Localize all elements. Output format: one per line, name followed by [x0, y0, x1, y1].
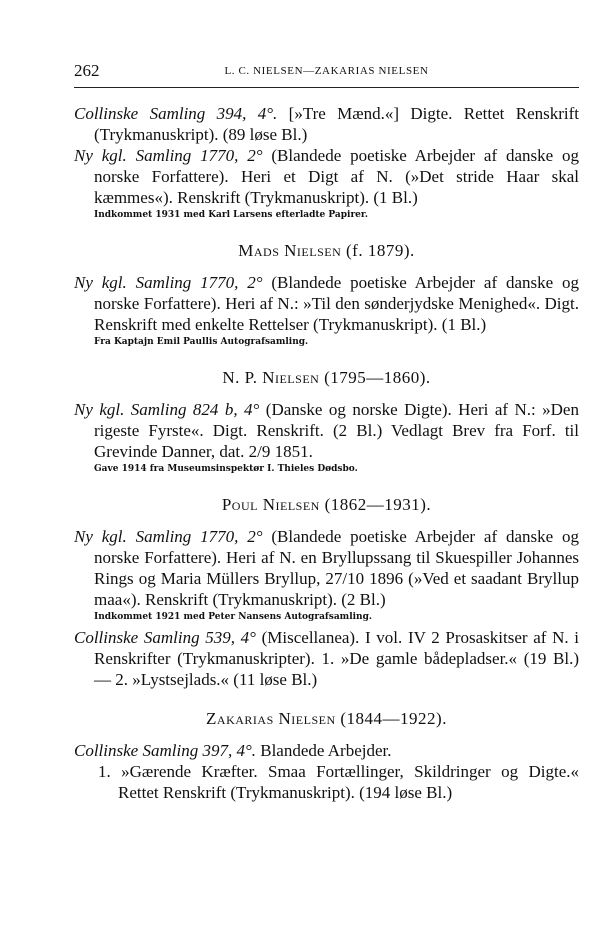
author-heading [74, 708, 579, 729]
collection-reference: Ny kgl. Samling 1770, 2° [74, 527, 263, 546]
author-heading [74, 240, 579, 261]
catalog-entry [74, 103, 579, 145]
catalog-content [74, 103, 579, 803]
author-dates: (1844—1922). [340, 709, 447, 728]
author-dates: (f. 1879). [346, 241, 415, 260]
page-number: 262 [74, 61, 100, 80]
page-header [74, 61, 579, 83]
entry-description: (Blandede poetiske Arbejder af danske og norske Forfattere). Heri af N.: »Til den sønderjydske Menighed«. Digt. Renskrift med enkelte Rettelser (Trykmanuskript). (1 Bl.) [94, 273, 579, 334]
running-title: L. C. NIELSEN—ZAKARIAS NIELSEN [224, 65, 429, 77]
provenance-note: Indkommet 1921 med Peter Nansens Autografsamling. [94, 612, 373, 622]
catalog-entry [74, 399, 579, 462]
catalog-entry [74, 526, 579, 610]
catalog-entry [74, 145, 579, 208]
provenance-note: Indkommet 1931 med Karl Larsens efterladte Papirer. [94, 210, 368, 220]
collection-reference: Collinske Samling 397, 4°. [74, 741, 256, 760]
collection-reference: Ny kgl. Samling 1770, 2° [74, 273, 263, 292]
entry-description: (Blandede poetiske Arbejder af danske og norske Forfattere). Heri et Digt af N. (»Det stride Haar skal kæmmes«). Renskrift (Trykmanuskript). (1 Bl.) [94, 146, 579, 207]
author-heading [74, 494, 579, 515]
author-name: Poul Nielsen [221, 495, 320, 514]
catalog-entry [74, 627, 579, 690]
entry-description: [»Tre Mænd.«] Digte. Rettet Renskrift (Trykmanuskript). (89 løse Bl.) [94, 104, 579, 144]
entry-description: Blandede Arbejder. [256, 741, 392, 760]
author-dates: (1862—1931). [324, 495, 432, 514]
catalog-sub-item: 1. »Gærende Kræfter. Smaa Fortællinger, Skildringer og Digte.« Rettet Renskrift (Trykmanuskript). (194 løse Bl.) [98, 762, 579, 802]
provenance-note: Fra Kaptajn Emil Paullis Autografsamling. [94, 337, 309, 347]
author-name: N. P. Nielsen [222, 368, 320, 387]
collection-reference: Collinske Samling 539, 4° [74, 628, 256, 647]
author-heading [74, 367, 579, 388]
entry-description: (Blandede poetiske Arbejder af danske og norske Forfattere). Heri af N. en Bryllupssang til Skuespiller Johannes Rings og Maria Müllers Bryllup, 27/10 1896 (»Ved et saadant Bryllup maa«). Renskrift (Trykmanuskript). (2 Bl.) [94, 527, 579, 609]
header-rule [74, 87, 579, 88]
author-name: Mads Nielsen [238, 241, 342, 260]
author-name: Zakarias Nielsen [206, 709, 336, 728]
entry-description: (Danske og norske Digte). Heri af N.: »Den rigeste Fyrste«. Digt. Renskrift. (2 Bl.) Vedlagt Brev fra Forf. til Grevinde Danner, dat. 2/9 1851. [94, 400, 579, 461]
author-dates: (1795—1860). [324, 368, 431, 387]
collection-reference: Ny kgl. Samling 824 b, 4° [74, 400, 260, 419]
catalog-entry [74, 740, 579, 761]
catalog-entry [74, 272, 579, 335]
provenance-note: Gave 1914 fra Museumsinspektør I. Thieles Dødsbo. [94, 464, 358, 474]
collection-reference: Collinske Samling 394, 4°. [74, 104, 278, 123]
entry-description: (Miscellanea). I vol. IV 2 Prosaskitser af N. i Renskrifter (Trykmanuskripter). 1. »De gamle bådepladser.« (19 Bl.) — 2. »Lystsejlads.« (11 løse Bl.) [94, 628, 579, 689]
collection-reference: Ny kgl. Samling 1770, 2° [74, 146, 263, 165]
